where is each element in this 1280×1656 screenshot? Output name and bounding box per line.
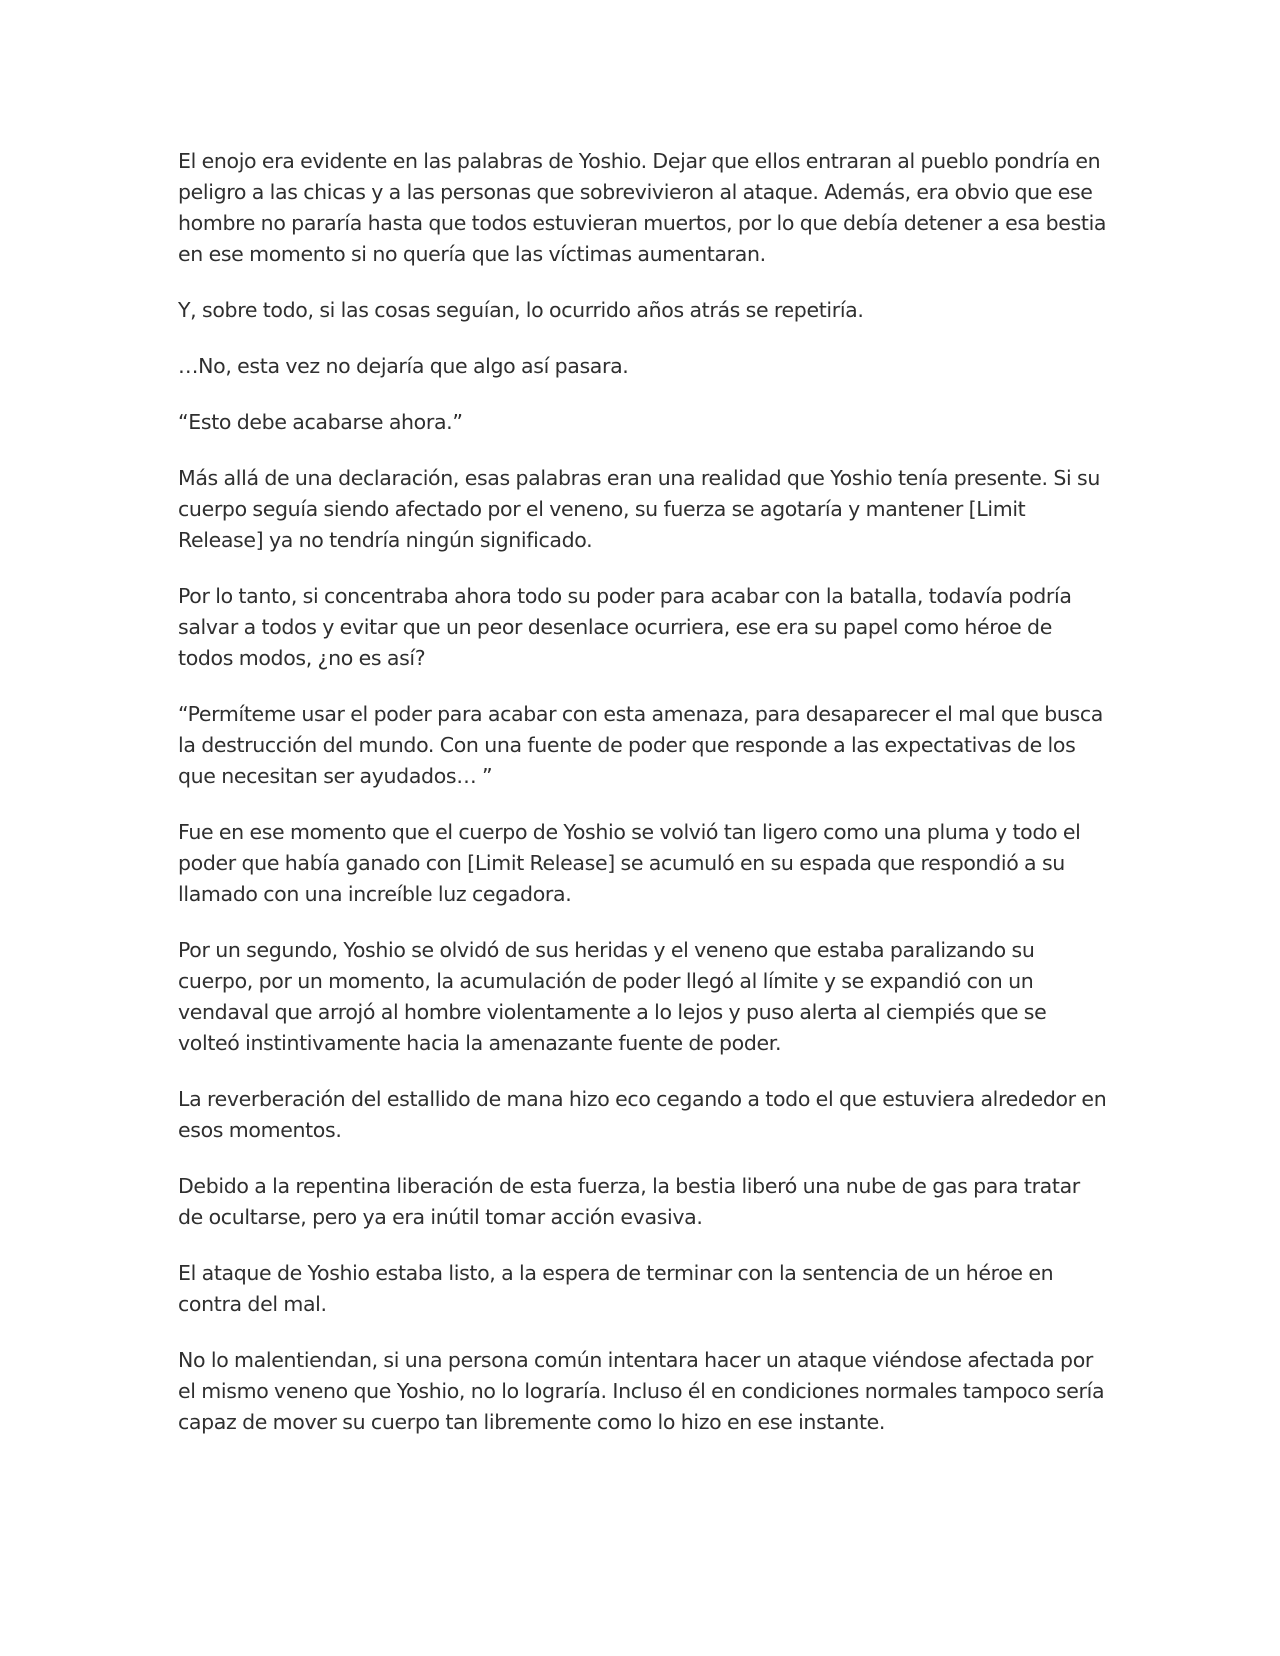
paragraph: El ataque de Yoshio estaba listo, a la espera de terminar con la sentencia de un héroe en contra del mal.: [178, 1261, 1054, 1316]
paragraph: “Permíteme usar el poder para acabar con esta amenaza, para desaparecer el mal que busca la destrucción del mundo. Con una fuente de poder que responde a las expectativas de los que necesitan ser ayudados… ”: [178, 702, 1103, 788]
paragraph: Debido a la repentina liberación de esta fuerza, la bestia liberó una nube de gas para tratar de ocultarse, pero ya era inútil tomar acción evasiva.: [178, 1174, 1080, 1229]
paragraph: No lo malentiendan, si una persona común intentara hacer un ataque viéndose afectada por el mismo veneno que Yoshio, no lo lograría. Incluso él en condiciones normales tampoco sería capaz de mover su cuerpo tan libremente como lo hizo en ese instante.: [178, 1348, 1105, 1434]
paragraph: La reverberación del estallido de mana hizo eco cegando a todo el que estuviera alrededor en esos momentos.: [178, 1087, 1107, 1142]
paragraph: Y, sobre todo, si las cosas seguían, lo ocurrido años atrás se repetiría.: [178, 298, 864, 322]
paragraph: Más allá de una declaración, esas palabras eran una realidad que Yoshio tenía presente. Si su cuerpo seguía siendo afectado por el veneno, su fuerza se agotaría y mantener [Limit Release] ya no tendría ningún significado.: [178, 466, 1101, 552]
paragraph: Por un segundo, Yoshio se olvidó de sus heridas y el veneno que estaba paralizando su cuerpo, por un momento, la acumulación de poder llegó al límite y se expandió con un vendaval que arrojó al hombre violentamente a lo lejos y puso alerta al ciempiés que se volteó instintivamente hacia la amenazante fuente de poder.: [178, 938, 1047, 1055]
paragraph: “Esto debe acabarse ahora.”: [178, 410, 463, 434]
document-page: [178, 146, 1108, 1463]
paragraph: …No, esta vez no dejaría que algo así pasara.: [178, 354, 629, 378]
paragraph: El enojo era evidente en las palabras de Yoshio. Dejar que ellos entraran al pueblo pondría en peligro a las chicas y a las personas que sobrevivieron al ataque. Además, era obvio que ese hombre no pararía hasta que todos estuvieran muertos, por lo que debía detener a esa bestia en ese momento si no quería que las víctimas aumentaran.: [178, 149, 1107, 266]
paragraph: Por lo tanto, si concentraba ahora todo su poder para acabar con la batalla, todavía podría salvar a todos y evitar que un peor desenlace ocurriera, ese era su papel como héroe de todos modos, ¿no es así?: [178, 584, 1072, 670]
paragraph: Fue en ese momento que el cuerpo de Yoshio se volvió tan ligero como una pluma y todo el poder que había ganado con [Limit Release] se acumuló en su espada que respondió a su llamado con una increíble luz cegadora.: [178, 820, 1081, 906]
